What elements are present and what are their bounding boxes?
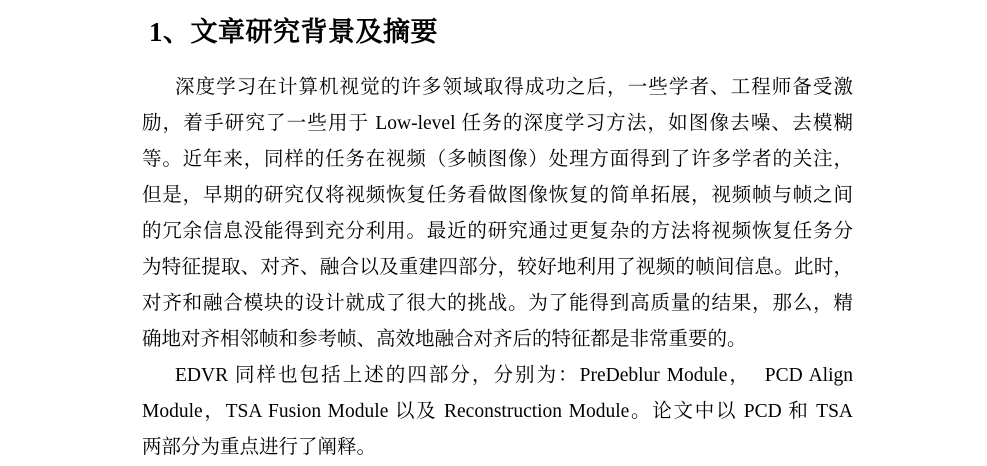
text-line: EDVR 同样也包括上述的四部分，分别为：PreDeblur Module， PCD Align [175,365,853,386]
text-line: 深度学习在计算机视觉的许多领域取得成功之后，一些学者、工程师备受激 [175,77,853,98]
document-body [142,70,853,466]
text-line: 的冗余信息没能得到充分利用。最近的研究通过更复杂的方法将视频恢复任务分 [142,221,853,242]
text-line: 两部分为重点进行了阐释。 [142,437,377,458]
section-heading: 1、文章研究背景及摘要 [149,17,438,47]
text-line: Module，TSA Fusion Module 以及 Reconstruction Module。论文中以 PCD 和 TSA [142,401,853,422]
text-line: 对齐和融合模块的设计就成了很大的挑战。为了能得到高质量的结果，那么，精 [142,293,853,314]
text-line: 励，着手研究了一些用于 Low-level 任务的深度学习方法，如图像去噪、去模糊 [142,113,853,134]
text-line: 确地对齐相邻帧和参考帧、高效地融合对齐后的特征都是非常重要的。 [142,329,747,350]
text-line: 为特征提取、对齐、融合以及重建四部分，较好地利用了视频的帧间信息。此时， [142,257,853,278]
text-line: 但是，早期的研究仅将视频恢复任务看做图像恢复的简单拓展，视频帧与帧之间 [142,185,853,206]
text-line: 等。近年来，同样的任务在视频（多帧图像）处理方面得到了许多学者的关注， [142,149,853,170]
